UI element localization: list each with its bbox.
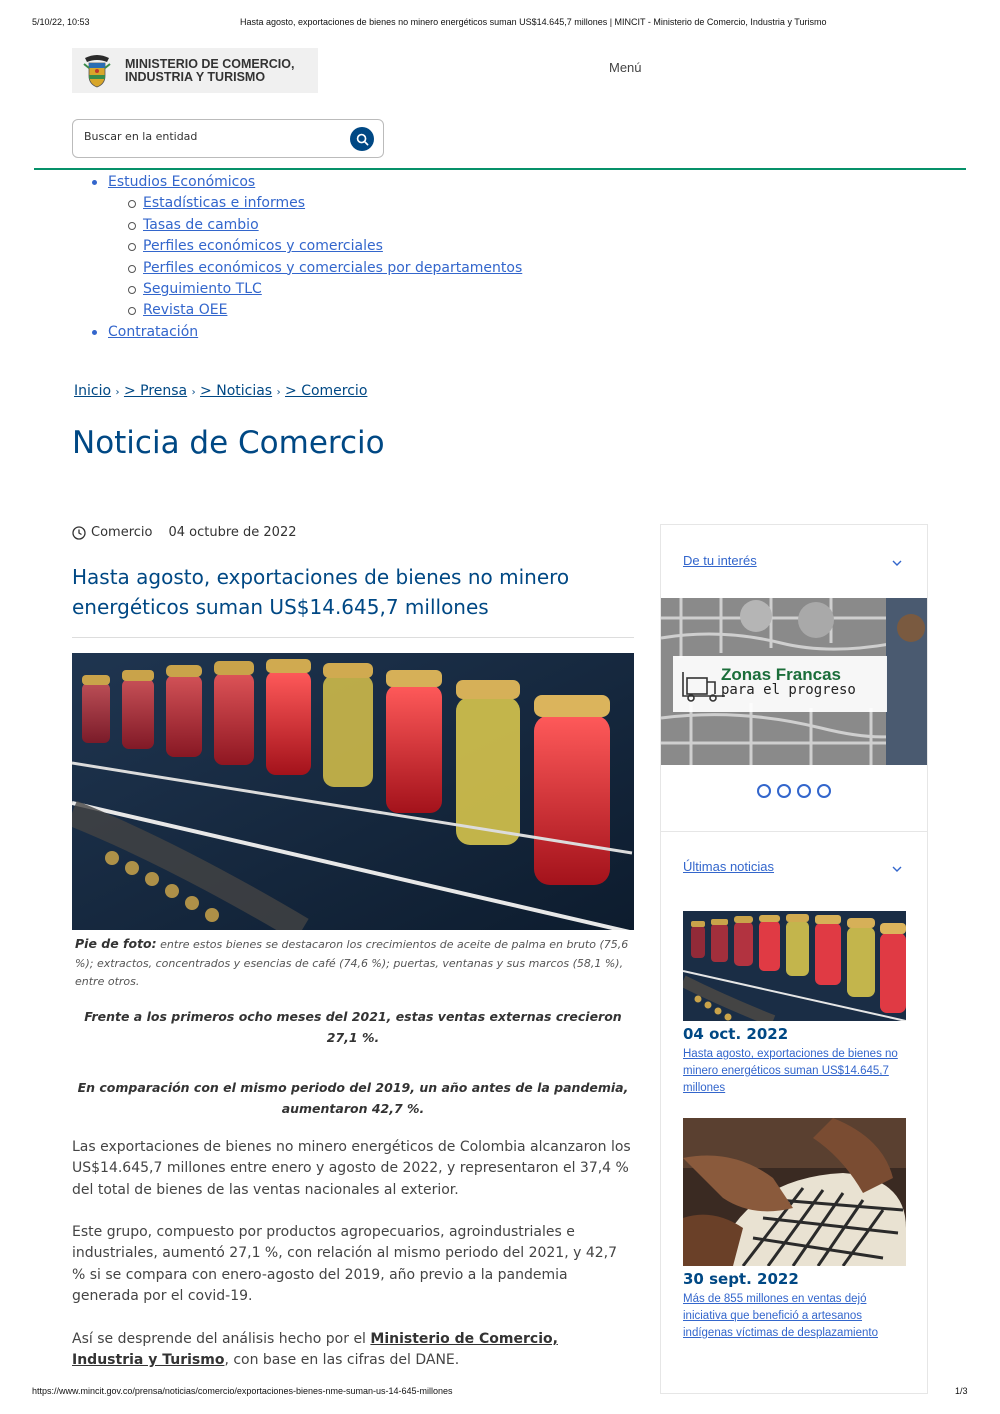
nav-subitem-tasas-cambio[interactable]: Tasas de cambio [143,216,259,233]
carousel-dot-3[interactable] [797,784,811,798]
nav-item-contratacion[interactable]: Contratación [108,323,199,340]
para3-text-a: Así se desprende del análisis hecho por el [72,1331,371,1347]
ultimas-noticias-toggle[interactable]: Últimas noticias [683,859,775,874]
chevron-right-icon: › [115,387,120,398]
body-paragraph-3 [72,1329,634,1372]
nav-subitem-revista-oee[interactable]: Revista OEE [143,302,228,319]
clock-icon [72,526,86,540]
logo-line-2: INDUSTRIA Y TURISMO [125,69,266,84]
article-date: 04 octubre de 2022 [168,525,297,540]
carousel-dot-4[interactable] [817,784,831,798]
chevron-right-icon: › [191,387,196,398]
news-thumbnail[interactable] [683,1118,906,1266]
body-paragraph-2: Este grupo, compuesto por productos agropecuarios, agroindustriales e industriales, aumentó 27,1 %, con relación al mismo periodo del 2021, y 42,7 % si se compara con enero-agosto del 2019, año previo a la pandemia generada por el covid-19. [72,1224,618,1304]
headline-divider [72,637,634,638]
carousel-dots [757,784,831,798]
lead-paragraph-1: Frente a los primeros ocho meses del 2021, estas ventas externas crecieron 27,1 %. [84,1009,622,1045]
print-url: https://www.mincit.gov.co/prensa/noticias/comercio/exportaciones-bienes-nme-suman-us-14-645-millones [32,1386,453,1396]
news-date-2: 30 sept. 2022 [683,1270,799,1288]
chevron-right-icon: › [276,387,281,398]
menu-button[interactable]: Menú [609,60,642,75]
banner-title: Zonas Francas [721,665,841,684]
logo-line-1: MINISTERIO DE COMERCIO, [125,57,295,71]
nav-subitem-perfiles[interactable]: Perfiles económicos y comerciales [143,238,383,255]
headline-line-2: energéticos suman US$14.645,7 millones [72,595,489,619]
article-headline [72,562,632,622]
search-button[interactable] [350,127,374,151]
search-input[interactable] [84,130,344,143]
nav-item-estudios-economicos[interactable]: Estudios Económicos [108,174,256,190]
search-box [72,119,384,158]
news-link-1[interactable]: Hasta agosto, exportaciones de bienes no minero energéticos suman US$14.645,7 millones [683,1048,898,1094]
print-page-number: 1/3 [955,1386,968,1396]
caption-label: Pie de foto: [75,936,157,951]
header-divider [34,168,966,170]
ministry-logo[interactable] [72,48,318,93]
lead-paragraph-2: En comparación con el mismo periodo del 2019, un año antes de la pandemia, aumentaron 42,7 %. [77,1080,629,1116]
carousel-dot-2[interactable] [777,784,791,798]
breadcrumb [74,383,367,399]
banner-subtitle: para el progreso [721,682,856,698]
news-link-2[interactable]: Más de 855 millones en ventas dejó iniciativa que benefició a artesanos indígenas víctimas de desplazamiento [683,1293,878,1339]
coat-of-arms-icon [81,54,113,88]
page-title: Noticia de Comercio [72,425,385,461]
breadcrumb-inicio[interactable]: Inicio [74,383,112,399]
headline-line-1: Hasta agosto, exportaciones de bienes no minero [72,565,570,589]
breadcrumb-noticias[interactable]: > Noticias [200,383,273,399]
search-icon [356,133,369,146]
article-category: Comercio [91,525,153,540]
sidebar-divider [660,831,928,832]
news-date-1: 04 oct. 2022 [683,1025,789,1043]
nav-menu [92,172,522,343]
chevron-down-icon[interactable] [892,865,902,873]
carousel-dot-1[interactable] [757,784,771,798]
chevron-down-icon[interactable] [892,559,902,567]
breadcrumb-prensa[interactable]: > Prensa [123,383,188,399]
ministry-link[interactable]: Ministerio de Comercio, Industria y Turismo [72,1331,558,1369]
article-meta [72,525,297,540]
print-page-title: Hasta agosto, exportaciones de bienes no minero energéticos suman US$14.645,7 millones | MINCIT - Ministerio de Comercio, Industria y Turismo [240,17,827,27]
breadcrumb-comercio[interactable]: > Comercio [285,383,368,399]
de-tu-interes-toggle[interactable]: De tu interés [683,553,757,568]
news-thumbnail[interactable] [683,911,906,1021]
body-paragraph-1: Las exportaciones de bienes no minero energéticos de Colombia alcanzaron los US$14.645,7 millones entre enero y agosto de 2022, y representaron el 37,4 % del total de bienes de las ventas nacionales al exterior. [72,1139,631,1198]
zonas-francas-banner[interactable] [661,598,927,765]
print-datetime: 5/10/22, 10:53 [32,17,90,27]
caption-text: entre estos bienes se destacaron los crecimientos de aceite de palma en bruto (75,6 %); extractos, concentrados y esencias de café (74,6 %); puertas, ventanas y sus marcos (58,1 %), entre otros. [75,938,629,988]
nav-subitem-perfiles-departamentos[interactable]: Perfiles económicos y comerciales por departamentos [143,259,523,276]
nav-subitem-estadisticas[interactable]: Estadísticas e informes [143,195,306,212]
nav-subitem-seguimiento-tlc[interactable]: Seguimiento TLC [143,281,262,298]
article-image [72,653,634,930]
image-caption [75,935,630,992]
para3-text-b: , con base en las cifras del DANE. [224,1352,460,1369]
